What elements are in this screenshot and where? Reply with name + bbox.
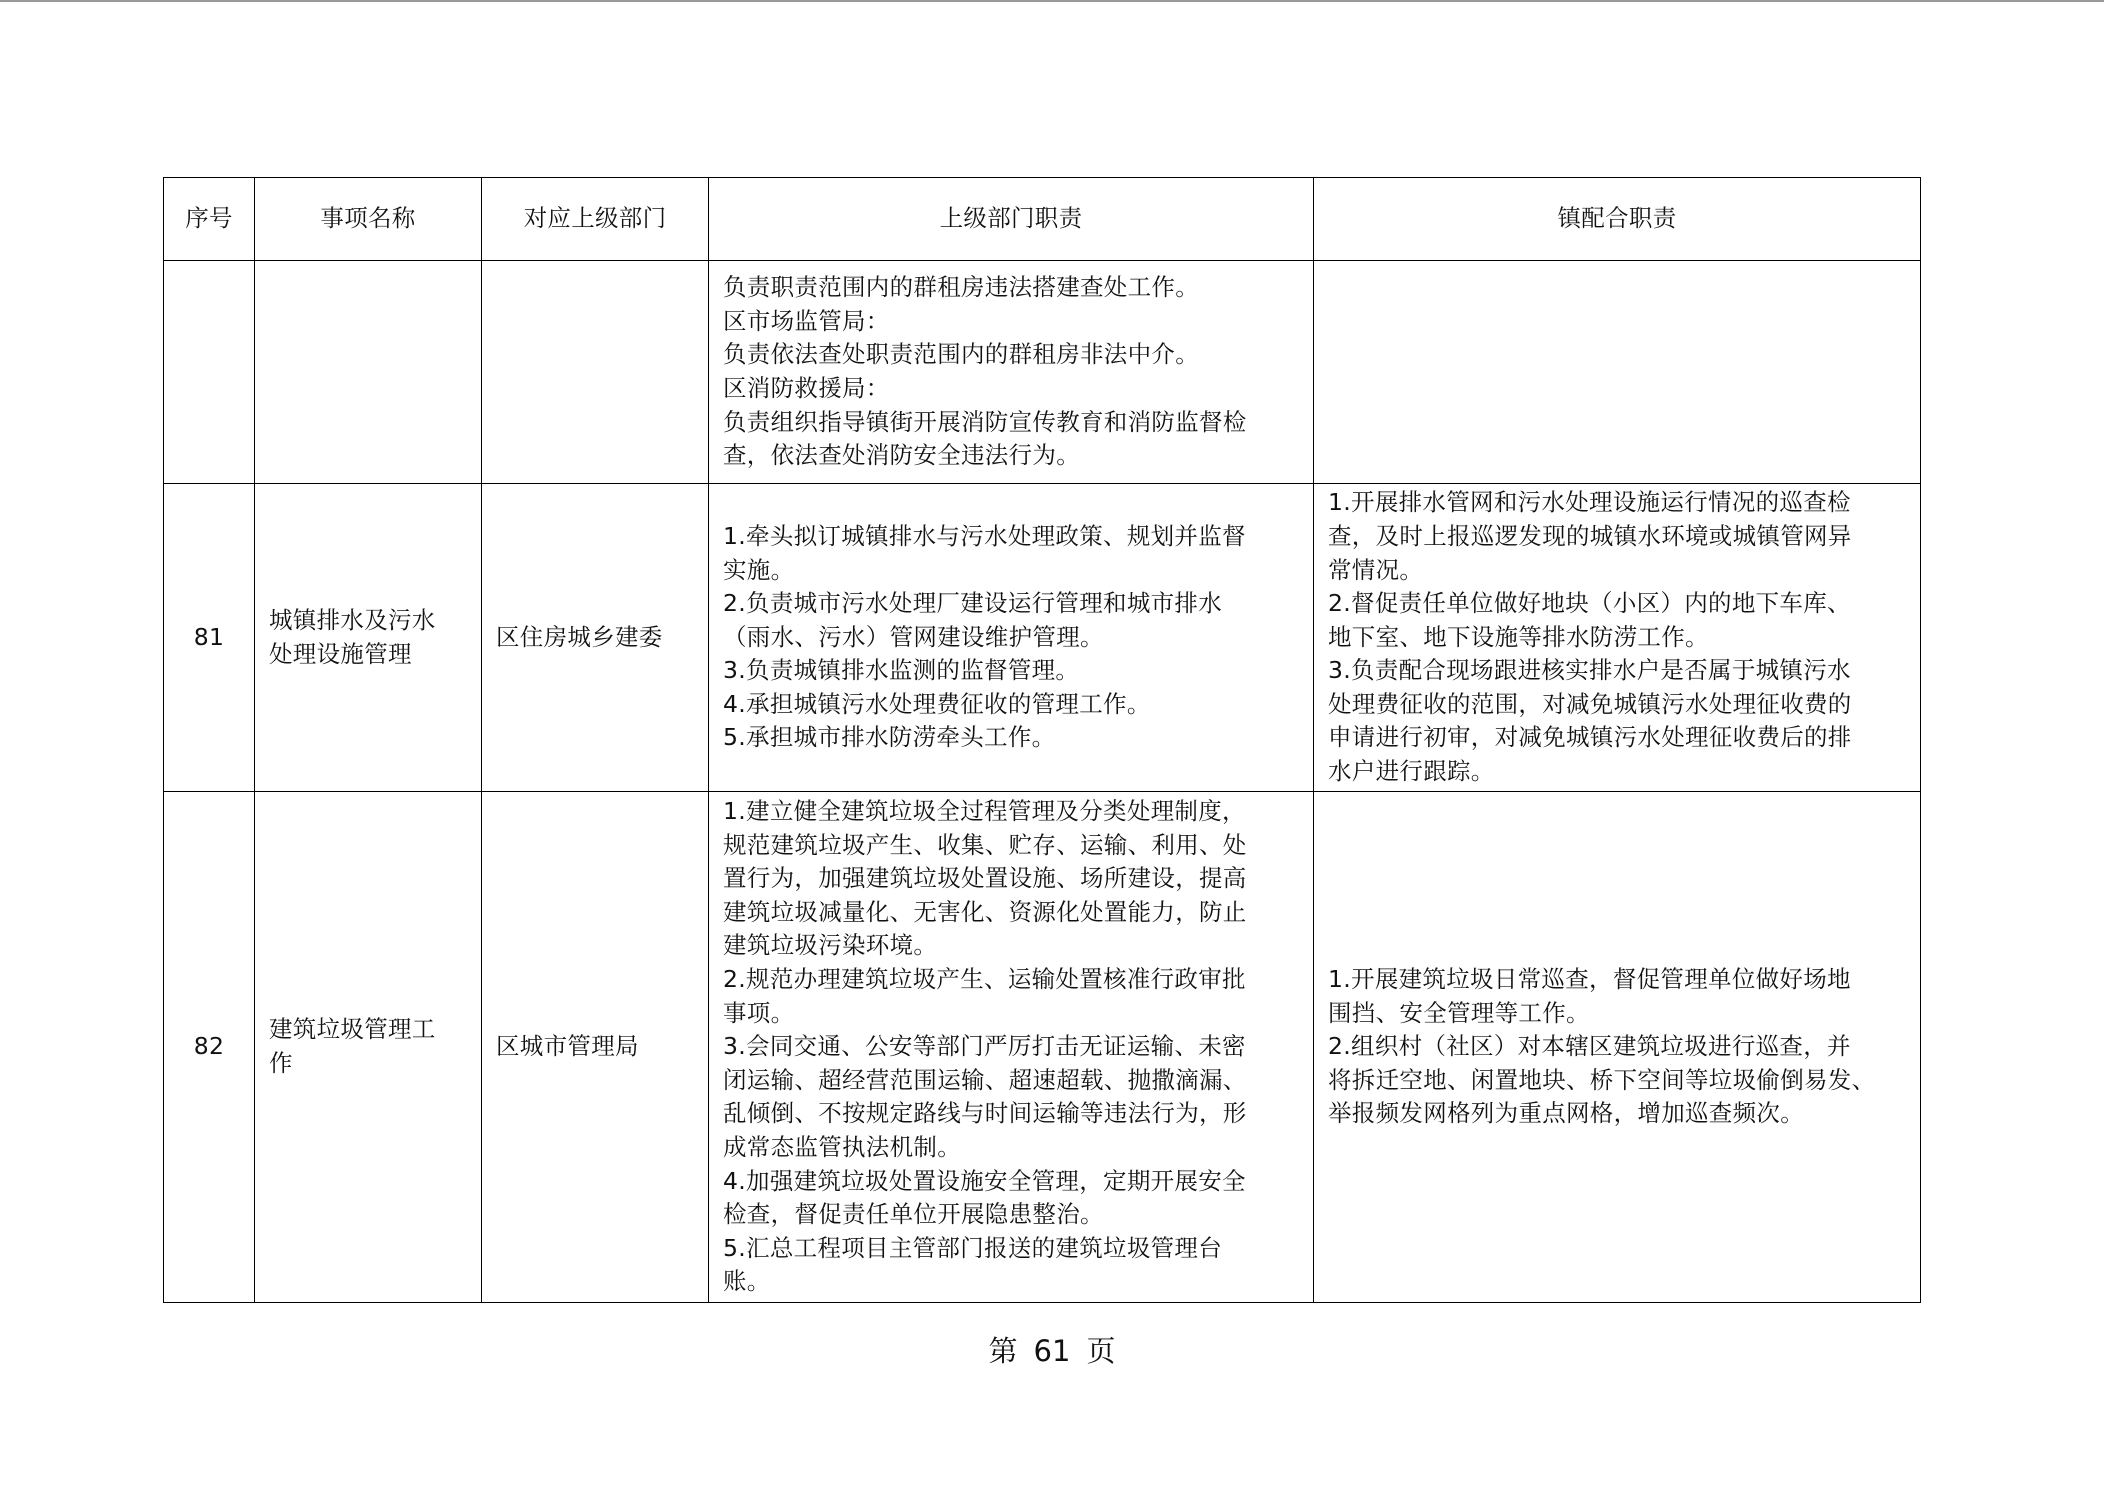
row-upper-duty: [709, 792, 1314, 1303]
duty-line: 1.牵头拟订城镇排水与污水处理政策、规划并监督: [723, 521, 1246, 550]
top-border-line: [0, 0, 2104, 2]
duty-line: 地下室、地下设施等排水防涝工作。: [1328, 622, 1709, 651]
row-upper-dept: 区城市管理局: [482, 792, 709, 1303]
duty-line: 1.开展排水管网和污水处理设施运行情况的巡查检: [1328, 488, 1851, 517]
duty-line: 将拆迁空地、闲置地块、桥下空间等垃圾偷倒易发、: [1328, 1065, 1876, 1094]
duty-line: 账。: [723, 1267, 771, 1296]
duty-line: 1.建立健全建筑垃圾全过程管理及分类处理制度，: [723, 797, 1246, 826]
row-upper-duty: [709, 261, 1314, 484]
table-row: [164, 484, 1921, 792]
row-upper-dept: [482, 261, 709, 484]
row-item-name: [255, 792, 482, 1303]
duty-line: 5.承担城市排水防涝牵头工作。: [723, 723, 1056, 752]
duty-line: 2.负责城市污水处理厂建设运行管理和城市排水: [723, 589, 1223, 618]
page-prefix: 第: [988, 1334, 1018, 1368]
row-town-duty: [1314, 484, 1921, 792]
duty-line: 水户进行跟踪。: [1328, 757, 1495, 786]
page-footer: [0, 1333, 2104, 1369]
header-index: 序号: [164, 178, 255, 261]
header-upper-dept: 对应上级部门: [482, 178, 709, 261]
header-town-duty: 镇配合职责: [1314, 178, 1921, 261]
duty-line: 事项。: [723, 998, 795, 1027]
header-item-name: 事项名称: [255, 178, 482, 261]
duty-line: 申请进行初审，对减免城镇污水处理征收费后的排: [1328, 723, 1852, 752]
table-row: [164, 792, 1921, 1303]
duty-line: 负责依法查处职责范围内的群租房非法中介。: [723, 340, 1199, 369]
duty-line: 4.加强建筑垃圾处置设施安全管理，定期开展安全: [723, 1166, 1246, 1195]
item-name-line: 城镇排水及污水: [269, 605, 436, 634]
duty-line: 置行为，加强建筑垃圾处置设施、场所建设，提高: [723, 864, 1247, 893]
row-upper-duty: [709, 484, 1314, 792]
item-name-line: 作: [269, 1049, 293, 1077]
duty-line: 1.开展建筑垃圾日常巡查，督促管理单位做好场地: [1328, 965, 1851, 994]
row-town-duty: [1314, 792, 1921, 1303]
page-suffix: 页: [1086, 1334, 1116, 1368]
duty-line: （雨水、污水）管网建设维护管理。: [723, 622, 1104, 651]
duty-line: 围挡、安全管理等工作。: [1328, 998, 1590, 1027]
duty-line: 区市场监管局：: [723, 306, 890, 335]
duty-line: 3.负责配合现场跟进核实排水户是否属于城镇污水: [1328, 656, 1851, 685]
duty-line: 乱倾倒、不按规定路线与时间运输等违法行为，形: [723, 1099, 1247, 1128]
row-town-duty: [1314, 261, 1921, 484]
duty-line: 负责职责范围内的群租房违法搭建查处工作。: [723, 273, 1199, 302]
duty-line: 规范建筑垃圾产生、收集、贮存、运输、利用、处: [723, 830, 1247, 859]
duty-line: 2.组织村（社区）对本辖区建筑垃圾进行巡查，并: [1328, 1032, 1851, 1061]
duty-line: 4.承担城镇污水处理费征收的管理工作。: [723, 689, 1151, 718]
item-name-line: 处理设施管理: [269, 639, 412, 668]
table-row: [164, 261, 1921, 484]
row-index: [164, 261, 255, 484]
duty-line: 3.会同交通、公安等部门严厉打击无证运输、未密: [723, 1032, 1246, 1061]
duty-line: 检查，督促责任单位开展隐患整治。: [723, 1200, 1104, 1229]
duty-line: 举报频发网格列为重点网格，增加巡查频次。: [1328, 1099, 1804, 1128]
duty-line: 区消防救援局：: [723, 374, 890, 402]
duty-line: 建筑垃圾减量化、无害化、资源化处置能力，防止: [723, 897, 1247, 926]
duty-line: 2.督促责任单位做好地块（小区）内的地下车库、: [1328, 589, 1851, 618]
row-item-name: [255, 484, 482, 792]
row-index: 82: [164, 792, 255, 1303]
duty-line: 查，依法查处消防安全违法行为。: [723, 441, 1080, 470]
duty-line: 处理费征收的范围，对减免城镇污水处理征收费的: [1328, 689, 1852, 718]
duty-line: 负责组织指导镇街开展消防宣传教育和消防监督检: [723, 407, 1247, 436]
duty-line: 闭运输、超经营范围运输、超速超载、抛撒滴漏、: [723, 1065, 1247, 1094]
duty-line: 2.规范办理建筑垃圾产生、运输处置核准行政审批: [723, 965, 1246, 994]
table-header-row: [164, 178, 1921, 261]
duty-line: 建筑垃圾污染环境。: [723, 931, 938, 960]
duty-line: 实施。: [723, 555, 795, 584]
row-upper-dept: 区住房城乡建委: [482, 484, 709, 792]
row-index: 81: [164, 484, 255, 792]
duty-line: 3.负责城镇排水监测的监督管理。: [723, 656, 1080, 685]
duty-table: [163, 177, 1921, 1303]
duty-line: 5.汇总工程项目主管部门报送的建筑垃圾管理台: [723, 1233, 1223, 1262]
page-number: 61: [1033, 1334, 1071, 1368]
row-item-name: [255, 261, 482, 484]
duty-line: 查，及时上报巡逻发现的城镇水环境或城镇管网异: [1328, 521, 1852, 550]
duty-line: 成常态监管执法机制。: [723, 1132, 961, 1161]
header-upper-duty: 上级部门职责: [709, 178, 1314, 261]
duty-line: 常情况。: [1328, 555, 1424, 584]
item-name-line: 建筑垃圾管理工: [269, 1015, 436, 1044]
